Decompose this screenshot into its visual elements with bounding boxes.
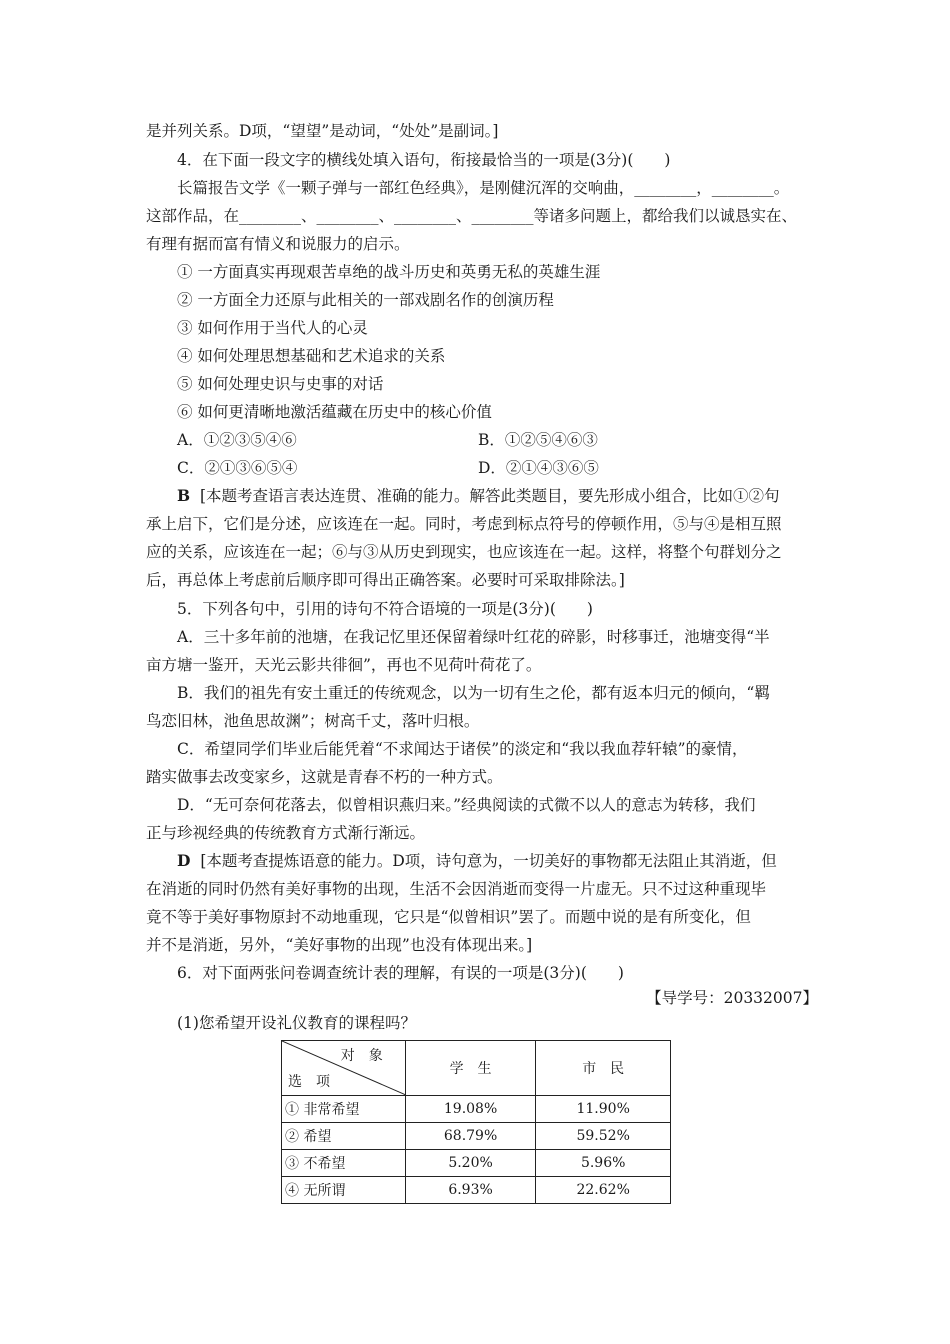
question-5-option-a: A．三十多年前的池塘，在我记忆里还保留着绿叶红花的碎影，时移事迁，池塘变得“半	[177, 628, 770, 646]
question-4-option-a: A．①②③⑤④⑥	[177, 431, 297, 449]
table-row	[282, 1096, 671, 1123]
question-4-answer: 应的关系，应该连在一起；⑥与③从历史到现实，也应该连在一起。这样，将整个句群划分之	[146, 543, 782, 561]
question-5-answer: 在消逝的同时仍然有美好事物的出现，生活不会因消逝而变得一片虚无。只不过这种重现毕	[146, 880, 767, 898]
answer-text: [本题考查语言表达连贯、准确的能力。解答此类题目，要先形成小组合，比如①②句	[199, 487, 780, 505]
question-4-item: ⑤ 如何处理史识与史事的对话	[177, 375, 384, 393]
question-4-item: ④ 如何处理思想基础和艺术追求的关系	[177, 347, 446, 365]
row-label: ① 非常希望	[282, 1096, 406, 1123]
question-5-answer: 并不是消逝，另外，“美好事物的出现”也没有体现出来。]	[146, 936, 533, 954]
question-4-option-b: B．①②⑤④⑥③	[478, 431, 598, 449]
question-4-item: ① 一方面真实再现艰苦卓绝的战斗历史和英勇无私的英雄生涯	[177, 263, 601, 281]
header-option: 选 项	[288, 1074, 330, 1090]
row-label: ④ 无所谓	[282, 1177, 406, 1204]
question-5-option-a: 亩方塘一鉴开，天光云影共徘徊”，再也不见荷叶荷花了。	[146, 656, 542, 674]
question-5-stem: 5．下列各句中，引用的诗句不符合语境的一项是(3分)( )	[177, 600, 593, 618]
cell-citizen: 22.62%	[536, 1177, 671, 1204]
text-line: 是并列关系。D项，“望望”是动词，“处处”是副词。]	[146, 122, 499, 140]
answer-letter: B	[177, 486, 191, 505]
answer-text: [本题考查提炼语意的能力。D项，诗句意为，一切美好的事物都无法阻止其消逝，但	[200, 852, 777, 870]
question-5-option-c: C．希望同学们毕业后能凭着“不求闻达于诸侯”的淡定和“我以我血荐轩辕”的豪情，	[177, 740, 748, 758]
reference-number: 【导学号：20332007】	[646, 989, 818, 1007]
cell-student: 19.08%	[405, 1096, 536, 1123]
survey-table	[281, 1040, 671, 1204]
question-4-answer	[177, 486, 849, 506]
cell-citizen: 11.90%	[536, 1096, 671, 1123]
question-4-option-c: C．②①③⑥⑤④	[177, 459, 298, 477]
cell-student: 68.79%	[405, 1123, 536, 1150]
question-4-option-d: D．②①④③⑥⑤	[478, 459, 599, 477]
table-header-row	[282, 1041, 671, 1096]
question-4-stem: 4．在下面一段文字的横线处填入语句，衔接最恰当的一项是(3分)( )	[177, 151, 671, 169]
table-row	[282, 1123, 671, 1150]
question-4-passage: 长篇报告文学《一颗子弹与一部红色经典》，是刚健沉浑的交响曲，________，________。	[177, 179, 790, 197]
question-4-item: ⑥ 如何更清晰地激活蕴藏在历史中的核心价值	[177, 403, 492, 421]
question-4-item: ③ 如何作用于当代人的心灵	[177, 319, 368, 337]
cell-citizen: 59.52%	[536, 1123, 671, 1150]
question-6-subtitle: (1)您希望开设礼仪教育的课程吗？	[177, 1014, 416, 1032]
header-student: 学 生	[405, 1041, 536, 1096]
question-4-passage: 这部作品，在________、________、________、________等诸多问题上，都给我们以诚恳实在、	[146, 207, 798, 225]
header-citizen: 市 民	[536, 1041, 671, 1096]
question-5-option-d: 正与珍视经典的传统教育方式渐行渐远。	[146, 824, 426, 842]
cell-student: 5.20%	[405, 1150, 536, 1177]
question-4-item: ② 一方面全力还原与此相关的一部戏剧名作的创演历程	[177, 291, 554, 309]
row-label: ② 希望	[282, 1123, 406, 1150]
question-5-option-c: 踏实做事去改变家乡，这就是青春不朽的一种方式。	[146, 768, 503, 786]
cell-citizen: 5.96%	[536, 1150, 671, 1177]
table-corner-cell	[282, 1041, 406, 1096]
question-5-option-d: D．“无可奈何花落去，似曾相识燕归来。”经典阅读的式微不以人的意志为转移，我们	[177, 796, 756, 814]
header-subject: 对 象	[340, 1048, 383, 1064]
question-6-stem: 6．对下面两张问卷调查统计表的理解，有误的一项是(3分)( )	[177, 964, 624, 982]
question-5-answer: 竟不等于美好事物原封不动地重现，它只是“似曾相识”罢了。而题中说的是有所变化，但	[146, 908, 751, 926]
cell-student: 6.93%	[405, 1177, 536, 1204]
question-5-option-b: B．我们的祖先有安土重迁的传统观念，以为一切有生之伦，都有返本归元的倾向，“羁	[177, 684, 770, 702]
table-row	[282, 1177, 671, 1204]
question-5-answer	[177, 851, 849, 871]
question-4-passage: 有理有据而富有情义和说服力的启示。	[146, 235, 410, 253]
question-5-option-b: 鸟恋旧林，池鱼思故渊”；树高千丈，落叶归根。	[146, 712, 480, 730]
question-4-answer: 后，再总体上考虑前后顺序即可得出正确答案。必要时可采取排除法。]	[146, 571, 625, 589]
table-row	[282, 1150, 671, 1177]
row-label: ③ 不希望	[282, 1150, 406, 1177]
question-4-answer: 承上启下，它们是分述，应该连在一起。同时，考虑到标点符号的停顿作用，⑤与④是相互照	[146, 515, 782, 533]
answer-letter: D	[177, 851, 191, 870]
